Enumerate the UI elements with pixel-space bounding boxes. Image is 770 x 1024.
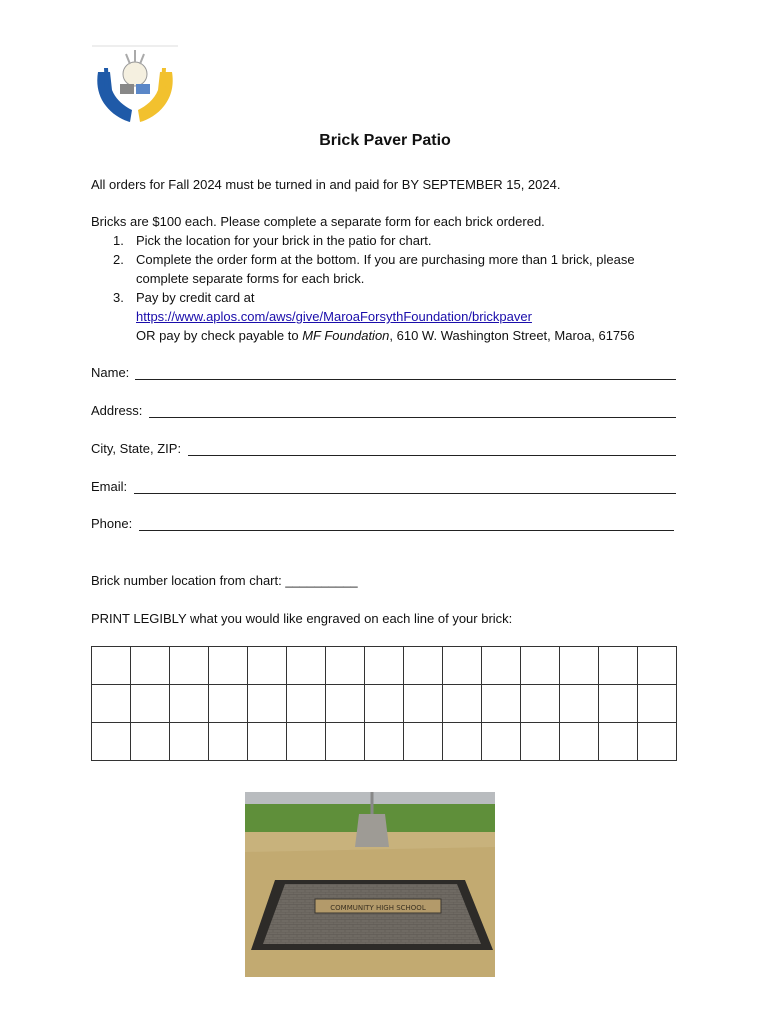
- engraving-cell[interactable]: [482, 723, 521, 761]
- step-3-text: Pay by credit card at: [136, 290, 255, 305]
- plaque-text: COMMUNITY HIGH SCHOOL: [330, 904, 426, 912]
- engraving-cell[interactable]: [638, 647, 677, 685]
- engraving-cell[interactable]: [599, 647, 638, 685]
- engraving-cell[interactable]: [482, 647, 521, 685]
- engraving-cell[interactable]: [521, 647, 560, 685]
- engraving-cell[interactable]: [365, 723, 404, 761]
- address-label: Address:: [91, 403, 143, 418]
- engrave-instructions: PRINT LEGIBLY what you would like engraved on each line of your brick:: [91, 611, 513, 626]
- engraving-cell[interactable]: [209, 723, 248, 761]
- engraving-cell[interactable]: [92, 647, 131, 685]
- engraving-cell[interactable]: [365, 647, 404, 685]
- check-payment-text: [136, 326, 635, 345]
- email-field[interactable]: [134, 479, 676, 494]
- engraving-line-3: [92, 723, 677, 761]
- engraving-cell[interactable]: [560, 647, 599, 685]
- engraving-cell[interactable]: [170, 685, 209, 723]
- step-2-continuation: complete separate forms for each brick.: [136, 271, 365, 286]
- donation-link[interactable]: https://www.aplos.com/aws/give/MaroaForsythFoundation/brickpaver: [136, 309, 532, 324]
- engraving-cell[interactable]: [404, 685, 443, 723]
- email-label: Email:: [91, 479, 128, 494]
- engraving-grid: [91, 646, 677, 761]
- engraving-cell[interactable]: [170, 647, 209, 685]
- engraving-cell[interactable]: [170, 723, 209, 761]
- phone-field[interactable]: [139, 516, 674, 531]
- engraving-cell[interactable]: [599, 723, 638, 761]
- city-state-zip-field[interactable]: [188, 441, 676, 456]
- step-2-text: Complete the order form at the bottom. If you are purchasing more than 1 brick, please: [136, 252, 635, 267]
- engraving-cell[interactable]: [560, 685, 599, 723]
- step-1-text: Pick the location for your brick in the patio for chart.: [136, 233, 432, 248]
- brick-number-label: Brick number location from chart: __________: [91, 573, 358, 588]
- engraving-cell[interactable]: [404, 723, 443, 761]
- engraving-cell[interactable]: [521, 723, 560, 761]
- engraving-cell[interactable]: [131, 723, 170, 761]
- engraving-line-2: [92, 685, 677, 723]
- engraving-line-1: [92, 647, 677, 685]
- engraving-cell[interactable]: [248, 723, 287, 761]
- page-title: Brick Paver Patio: [319, 132, 451, 149]
- engraving-cell[interactable]: [209, 685, 248, 723]
- engraving-cell[interactable]: [443, 685, 482, 723]
- engraving-cell[interactable]: [521, 685, 560, 723]
- engraving-cell[interactable]: [92, 723, 131, 761]
- engraving-cell[interactable]: [443, 647, 482, 685]
- engraving-cell[interactable]: [443, 723, 482, 761]
- name-field[interactable]: [135, 365, 676, 380]
- engraving-cell[interactable]: [287, 685, 326, 723]
- check-payment-address: , 610 W. Washington Street, Maroa, 61756: [389, 328, 635, 343]
- engraving-cell[interactable]: [287, 647, 326, 685]
- engraving-cell[interactable]: [209, 647, 248, 685]
- engraving-cell[interactable]: [131, 647, 170, 685]
- engraving-cell[interactable]: [326, 723, 365, 761]
- check-payment-prefix: OR pay by check payable to: [136, 328, 303, 343]
- patio-photo: [245, 792, 495, 977]
- engraving-cell[interactable]: [482, 685, 521, 723]
- engraving-cell[interactable]: [638, 685, 677, 723]
- engraving-cell[interactable]: [248, 685, 287, 723]
- engraving-cell[interactable]: [326, 685, 365, 723]
- bricks-price-text: Bricks are $100 each. Please complete a separate form for each brick ordered.: [91, 214, 545, 229]
- intro-text: All orders for Fall 2024 must be turned in and paid for BY SEPTEMBER 15, 2024.: [91, 177, 561, 192]
- engraving-cell[interactable]: [638, 723, 677, 761]
- step-2-number: 2.: [113, 252, 124, 267]
- engraving-cell[interactable]: [287, 723, 326, 761]
- name-label: Name:: [91, 365, 130, 380]
- step-3-number: 3.: [113, 290, 124, 305]
- engraving-cell[interactable]: [248, 647, 287, 685]
- engraving-cell[interactable]: [404, 647, 443, 685]
- phone-label: Phone:: [91, 516, 133, 531]
- foundation-logo: [92, 44, 178, 126]
- engraving-cell[interactable]: [326, 647, 365, 685]
- engraving-cell[interactable]: [131, 685, 170, 723]
- payee-name: MF Foundation: [302, 328, 390, 343]
- engraving-cell[interactable]: [92, 685, 131, 723]
- engraving-cell[interactable]: [365, 685, 404, 723]
- engraving-cell[interactable]: [560, 723, 599, 761]
- city-state-zip-label: City, State, ZIP:: [91, 441, 182, 456]
- address-field[interactable]: [149, 403, 676, 418]
- engraving-cell[interactable]: [599, 685, 638, 723]
- step-1-number: 1.: [113, 233, 124, 248]
